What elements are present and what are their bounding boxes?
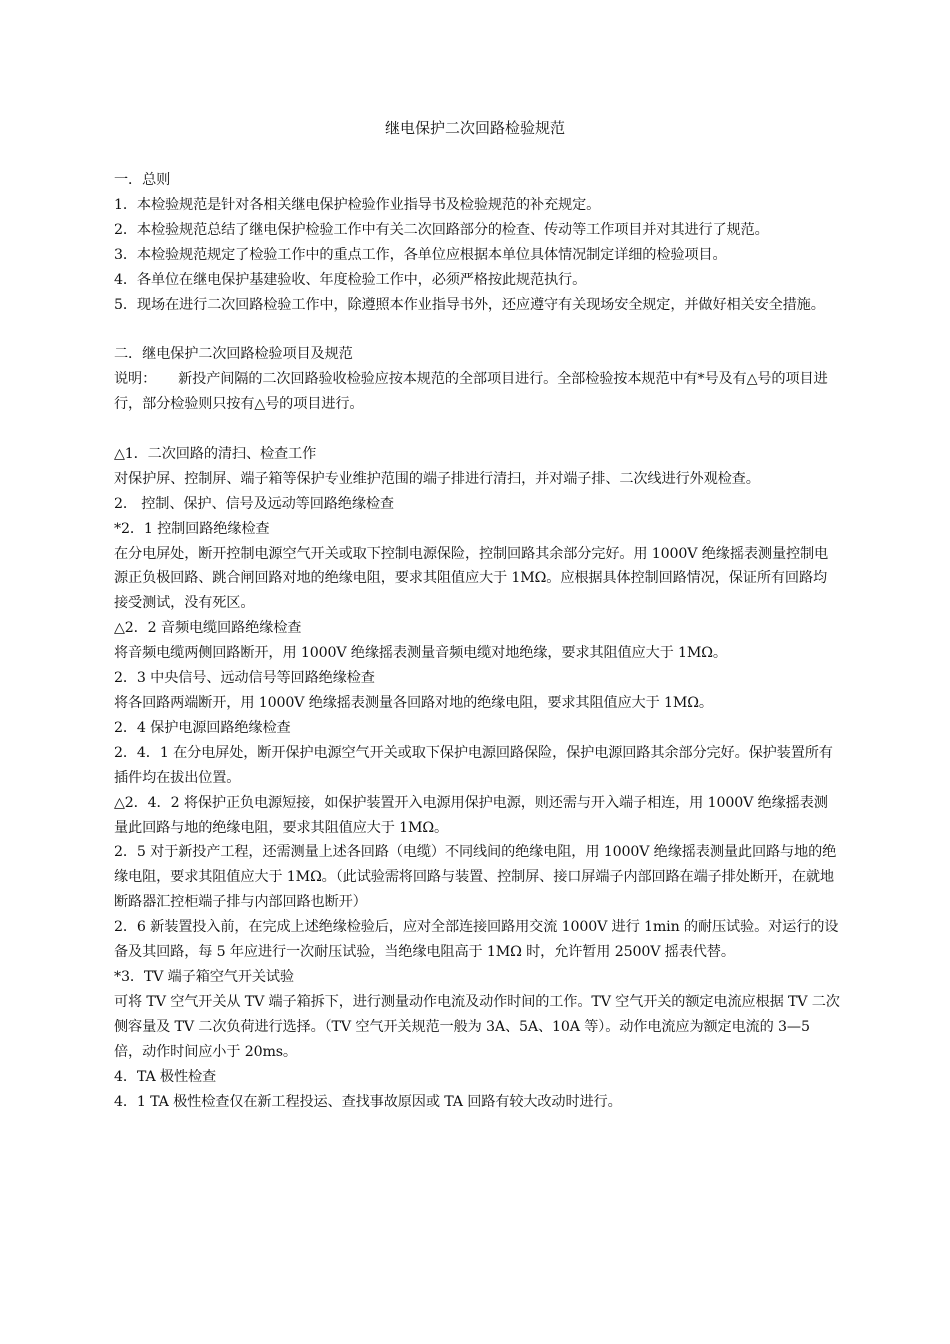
item-4-1-text: 4．1 TA 极性检查仅在新工程投运、查找事故原因或 TA 回路有较大改动时进行。 <box>114 1093 622 1110</box>
item-2-4-2-text: △2．4．2 将保护正负电源短接，如保护装置开入电源用保护电源，则还需与开入端子相连，用 1000V 绝缘摇表测量此回路与地的绝缘电阻，要求其阻值应大于 1MΩ。 <box>114 794 828 836</box>
item-2-4-heading: 2．4 保护电源回路绝缘检查 <box>114 719 291 736</box>
item-3-heading: *3．TV 端子箱空气开关试验 <box>114 968 294 985</box>
paragraph-general-3: 3．本检验规范规定了检验工作中的重点工作，各单位应根据本单位具体情况制定详细的检验项目。 <box>114 246 727 263</box>
item-3-text: 可将 TV 空气开关从 TV 端子箱拆下，进行测量动作电流及动作时间的工作。TV 空气开关的额定电流应根据 TV 二次侧容量及 TV 二次负荷进行选择。（TV 空气开关规范一般为 3A、5A、10A 等）。动作电流应为额定电流的 3—5 倍，动作时间应小于 20ms。 <box>114 993 840 1060</box>
blank-line <box>114 417 840 442</box>
item-2-6-text: 2．6 新装置投入前，在完成上述绝缘检验后，应对全部连接回路用交流 1000V 进行 1min 的耐压试验。对运行的设备及其回路，每 5 年应进行一次耐压试验，当绝缘电阻高于 1MΩ 时，允许暂用 2500V 摇表代替。 <box>114 919 839 961</box>
note-paragraph <box>114 367 840 417</box>
paragraph-general-5: 5．现场在进行二次回路检验工作中，除遵照本作业指导书外，还应遵守有关现场安全规定，并做好相关安全措施。 <box>114 296 825 313</box>
document-body <box>114 168 840 1114</box>
item-4-heading: 4．TA 极性检查 <box>114 1068 217 1085</box>
blank-line <box>114 317 840 342</box>
section-heading-general: 一．总则 <box>114 172 171 188</box>
note-label: 说明： <box>114 371 157 388</box>
item-2-2-text: 将音频电缆两侧回路断开，用 1000V 绝缘摇表测量音频电缆对地绝缘，要求其阻值应大于 1MΩ。 <box>114 645 727 662</box>
paragraph-general-2: 2．本检验规范总结了继电保护检验工作中有关二次回路部分的检查、传动等工作项目并对其进行了规范。 <box>114 221 769 238</box>
item-2-1-heading: *2．1 控制回路绝缘检查 <box>114 520 270 537</box>
item-2-3-heading: 2．3 中央信号、远动信号等回路绝缘检查 <box>114 670 375 687</box>
document-title: 继电保护二次回路检验规范 <box>384 119 565 137</box>
item-2-1-text: 在分电屏处，断开控制电源空气开关或取下控制电源保险，控制回路其余部分完好。用 1000V 绝缘摇表测量控制电源正负极回路、跳合闸回路对地的绝缘电阻，要求其阻值应大于 1MΩ。应根据具体控制回路情况，保证所有回路均接受测试，没有死区。 <box>114 545 829 612</box>
section-heading-items: 二．继电保护二次回路检验项目及规范 <box>114 346 353 363</box>
item-2-4-1-text: 2．4．1 在分电屏处，断开保护电源空气开关或取下保护电源回路保险，保护电源回路其余部分完好。保护装置所有插件均在拔出位置。 <box>114 744 833 786</box>
item-1-text: 对保护屏、控制屏、端子箱等保护专业维护范围的端子排进行清扫，并对端子排、二次线进行外观检查。 <box>114 470 760 487</box>
note-text: 新投产间隔的二次回路验收检验应按本规范的全部项目进行。全部检验按本规范中有*号及有△号的项目进行，部分检验则只按有△号的项目进行。 <box>114 371 828 413</box>
item-2-heading: 2． 控制、保护、信号及远动等回路绝缘检查 <box>114 495 394 512</box>
item-1-heading: △1．二次回路的清扫、检查工作 <box>114 445 317 462</box>
item-2-3-text: 将各回路两端断开，用 1000V 绝缘摇表测量各回路对地的绝缘电阻，要求其阻值应大于 1MΩ。 <box>114 695 713 711</box>
paragraph-general-4: 4．各单位在继电保护基建验收、年度检验工作中，必须严格按此规范执行。 <box>114 271 587 288</box>
item-2-5-text: 2．5 对于新投产工程，还需测量上述各回路（电缆）不同线间的绝缘电阻，用 1000V 绝缘摇表测量此回路与地的绝缘电阻，要求其阻值应大于 1MΩ。（此试验需将回路与装置、控制屏、接口屏端子内部回路在端子排处断开，在就地断路器汇控柜端子排与内部回路也断开） <box>114 844 837 911</box>
item-2-2-heading: △2．2 音频电缆回路绝缘检查 <box>114 620 302 637</box>
paragraph-general-1: 1．本检验规范是针对各相关继电保护检验作业指导书及检验规范的补充规定。 <box>114 196 601 213</box>
